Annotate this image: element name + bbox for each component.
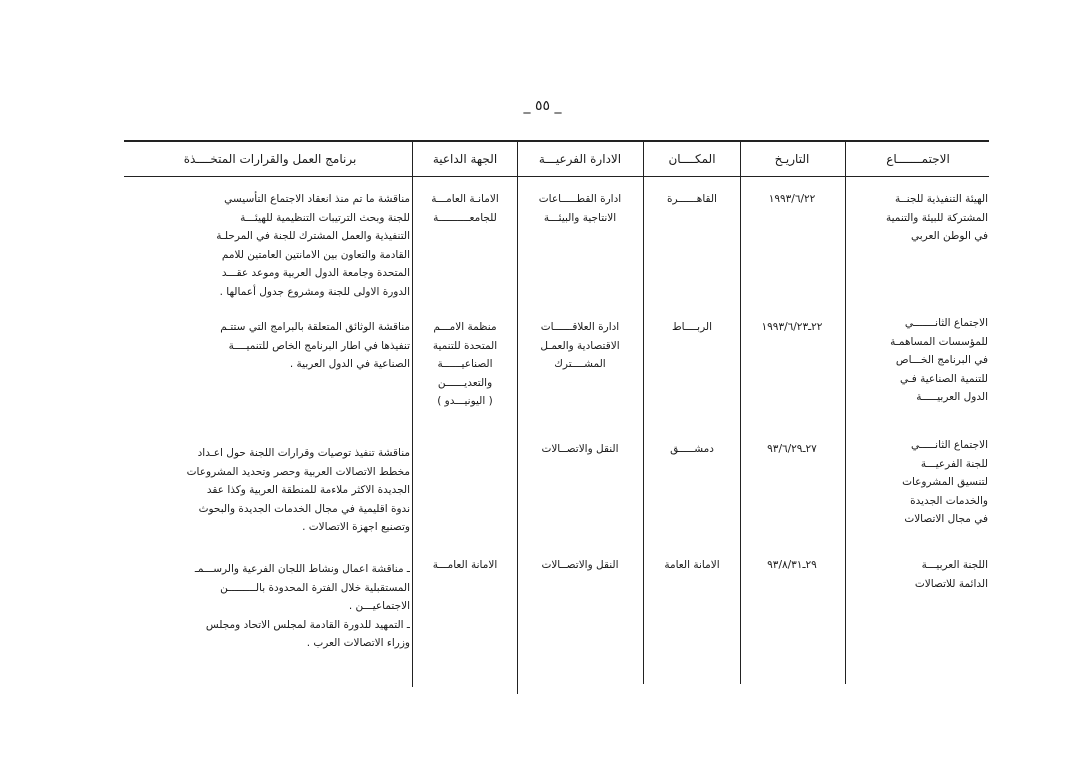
cell-line: ـ التمهيد للدورة القادمة لمجلس الاتحاد ومجلس xyxy=(205,618,410,631)
cell-line: في البرنامج الخـــاص xyxy=(895,354,988,366)
header-admin: الادارة الفرعيـــة xyxy=(538,152,622,166)
cell-org xyxy=(413,556,517,575)
cell-line: الامانة العامـــة xyxy=(432,559,498,571)
cell-line: النقل والاتصــالات xyxy=(541,559,619,571)
cell-line: للجنة الفرعيـــة xyxy=(920,457,988,470)
cell-line: مخطط الاتصالات العربية وحصر وتحديد المشروعات xyxy=(186,465,410,478)
cell-line: المتحدة للتنمية xyxy=(432,339,498,352)
column-divider xyxy=(740,142,741,684)
cell-program xyxy=(124,444,410,537)
cell-line: ندوة اقليمية في مجال الخدمات الجديدة والبحوث xyxy=(198,502,410,515)
cell-line: منظمة الامـــم xyxy=(433,321,497,333)
cell-date xyxy=(740,318,844,337)
cell-line: الامانـة العامـــة xyxy=(431,193,499,205)
cell-org xyxy=(413,318,517,411)
cell-line: مناقشة الوثائق المتعلقة بالبرامج التي ستتـم xyxy=(220,321,410,333)
cell-admin xyxy=(518,318,642,374)
cell-line: والتعديــــــن xyxy=(437,376,493,389)
cell-admin xyxy=(518,556,642,575)
cell-place xyxy=(644,318,740,337)
cell-place xyxy=(644,440,740,459)
cell-line: الدائمة للاتصالات xyxy=(914,577,988,590)
cell-line: المتحدة وجامعة الدول العربية وموعد عقـــد xyxy=(221,267,410,279)
cell-meeting xyxy=(848,314,988,407)
cell-line: الصناعية في الدول العربية . xyxy=(289,358,410,370)
cell-line: الاقتصادية والعمـل xyxy=(540,339,620,352)
cell-date xyxy=(740,440,844,459)
cell-line: ادارة القطـــــاعات xyxy=(538,193,622,205)
cell-line: القادمة والتعاون بين الامانتين العامتين للامم xyxy=(221,248,410,261)
cell-line: الاجتماع الثانـــــــي xyxy=(904,317,988,329)
header-bottom-rule xyxy=(124,176,989,177)
cell-line: والخدمات الجديدة xyxy=(910,494,988,507)
cell-line: الدول العربيـــــة xyxy=(916,391,988,403)
cell-line: ٢٢ـ١٩٩٣/٦/٢٣ xyxy=(761,321,823,333)
cell-program xyxy=(124,560,410,653)
cell-line: التنفيذية والعمل المشترك للجنة في المرحلـة xyxy=(216,230,410,242)
cell-line: الربــــاط xyxy=(671,321,713,333)
header-place: المكــــان xyxy=(668,152,716,166)
cell-admin xyxy=(518,190,642,227)
cell-program xyxy=(124,190,410,301)
cell-line: للجامعــــــــــة xyxy=(433,211,497,224)
cell-line: الهيئة التنفيذية للجنــة xyxy=(895,193,988,205)
column-divider xyxy=(845,142,846,684)
column-divider xyxy=(643,142,644,684)
header-date: التاريـخ xyxy=(774,152,810,166)
cell-line: الانتاجية والبيئـــة xyxy=(543,211,617,224)
cell-line: الصناعيــــــة xyxy=(437,358,493,370)
cell-place xyxy=(644,556,740,575)
cell-place xyxy=(644,190,740,209)
header-meeting: الاجتمـــــــاع xyxy=(886,152,950,166)
cell-line: المشــــترك xyxy=(554,358,606,370)
cell-line: في مجال الاتصالات xyxy=(904,513,988,525)
cell-line: النقل والاتصــالات xyxy=(541,443,619,455)
cell-line: الاجتماع الثانـــــي xyxy=(911,439,988,451)
cell-line: في الوطن العربي xyxy=(911,230,988,242)
cell-line: المشتركة للبيئة والتنمية xyxy=(885,211,988,224)
cell-line: المستقبلية خلال الفترة المحدودة بالـــــــــن xyxy=(220,581,410,594)
table-top-rule xyxy=(124,140,989,142)
cell-line: ( اليونيـــدو ) xyxy=(437,395,493,407)
cell-line: القاهــــــرة xyxy=(667,193,717,205)
cell-line: ٢٧ـ٩٣/٦/٢٩ xyxy=(767,443,817,455)
cell-admin xyxy=(518,440,642,459)
cell-line: لتنسيق المشروعات xyxy=(902,476,988,488)
cell-line: ١٩٩٣/٦/٢٢ xyxy=(768,193,816,205)
cell-meeting xyxy=(848,436,988,529)
cell-line: ٢٩ـ٩٣/٨/٣١ xyxy=(767,559,817,571)
cell-org xyxy=(413,190,517,227)
cell-meeting xyxy=(848,190,988,246)
cell-line: دمشـــــق xyxy=(670,443,714,455)
cell-line: وزراء الاتصالات العرب . xyxy=(306,637,410,649)
cell-line: الامانة العامة xyxy=(664,559,720,571)
cell-line: اللجنة العربيـــة xyxy=(921,559,988,571)
cell-line: للتنمية الصناعية فـي xyxy=(899,372,988,385)
cell-line: مناقشة ما تم منذ انعقاد الاجتماع التأسيسي xyxy=(224,193,410,205)
cell-date xyxy=(740,190,844,209)
cell-line: للجنة وبحث الترتيبات التنظيمية للهيئـــة xyxy=(240,211,410,224)
cell-line: مناقشة تنفيذ توصيات وقرارات اللجنة حول اعـداد xyxy=(197,447,410,459)
cell-line: وتصنيع اجهزة الاتصالات . xyxy=(302,521,410,533)
cell-line: الدورة الاولى للجنة ومشروع جدول أعمالها . xyxy=(219,285,410,298)
header-program: برنامج العمل والقرارات المتخــــذة xyxy=(183,152,357,166)
cell-line: ادارة العلاقــــــات xyxy=(540,321,620,333)
cell-program xyxy=(124,318,410,374)
cell-meeting xyxy=(848,556,988,593)
cell-line: تنفيذها في اطار البرنامج الخاص للتنميــــة xyxy=(228,339,410,352)
cell-line: للمؤسسات المساهمـة xyxy=(890,335,988,348)
cell-date xyxy=(740,556,844,575)
cell-line: ـ مناقشة اعمال ونشاط اللجان الفرعية والرســـمـ xyxy=(194,563,410,575)
header-org: الجهة الداعية xyxy=(432,152,498,166)
cell-line: الاجتماعيـــن . xyxy=(348,600,410,612)
page-number: _ ٥٥ _ xyxy=(523,98,562,114)
cell-line: الجديدة الاكثر ملاءمة للمنطقة العربية وكذا عقد xyxy=(206,484,410,496)
